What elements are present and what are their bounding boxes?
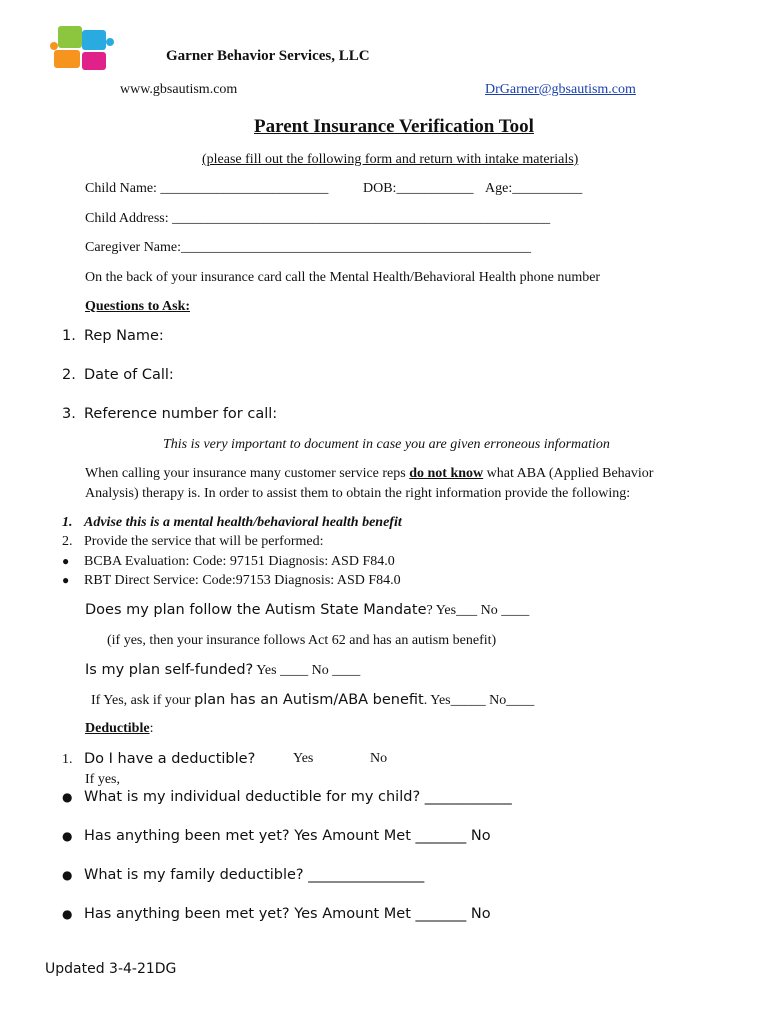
important-note: This is very important to document in case you are given erroneous information xyxy=(163,437,610,452)
service-item: ● BCBA Evaluation: Code: 97151 Diagnosis: ASD F84.0 xyxy=(62,554,395,569)
email-link[interactable]: DrGarner@gbsautism.com xyxy=(485,82,636,97)
child-name-field[interactable]: Child Name: ________________________ xyxy=(85,181,329,196)
if-yes-label: If yes, xyxy=(85,772,120,787)
deductible-heading: Deductible: xyxy=(85,721,154,736)
advise-item: 1. Advise this is a mental health/behavioral health benefit xyxy=(62,515,402,530)
deductible-no: No xyxy=(370,751,388,766)
mandate-note: (if yes, then your insurance follows Act 62 and has an autism benefit) xyxy=(107,633,497,648)
website-text: www.gbsautism.com xyxy=(120,82,238,97)
deductible-bullet: ● Has anything been met yet? Yes Amount Met _______ No xyxy=(62,828,491,844)
question-item: 2. Date of Call: xyxy=(62,367,174,383)
deductible-yes: Yes xyxy=(293,751,314,766)
company-logo xyxy=(50,24,116,76)
child-address-field[interactable]: Child Address: ______________________________________________________ xyxy=(85,211,551,226)
if-yes-benefit-question: If Yes, ask if your plan has an Autism/ABA benefit. Yes_____ No____ xyxy=(91,692,535,708)
calling-paragraph-line-2: Analysis) therapy is. In order to assist them to obtain the right information provide the following: xyxy=(85,486,631,501)
question-item: 3. Reference number for call: xyxy=(62,406,278,422)
deductible-bullet: ● Has anything been met yet? Yes Amount Met _______ No xyxy=(62,906,491,922)
service-item: ● RBT Direct Service: Code:97153 Diagnosis: ASD F84.0 xyxy=(62,573,401,588)
advise-item: 2. Provide the service that will be performed: xyxy=(62,534,324,549)
self-funded-question: Is my plan self-funded? Yes ____ No ____ xyxy=(85,662,361,678)
page-title: Parent Insurance Verification Tool xyxy=(254,116,534,137)
dob-field[interactable]: DOB:___________ xyxy=(363,181,474,196)
company-name: Garner Behavior Services, LLC xyxy=(166,48,370,64)
questions-heading: Questions to Ask: xyxy=(85,299,191,314)
calling-paragraph-line-1: When calling your insurance many customer service reps do not know what ABA (Applied Behavior xyxy=(85,466,654,481)
mandate-question: Does my plan follow the Autism State Mandate? Yes___ No ____ xyxy=(85,602,530,618)
age-field[interactable]: Age:__________ xyxy=(485,181,583,196)
instruction-text: On the back of your insurance card call the Mental Health/Behavioral Health phone number xyxy=(85,270,601,285)
question-item: 1. Rep Name: xyxy=(62,328,164,344)
deductible-bullet: ● What is my family deductible? ________________ xyxy=(62,867,425,883)
footer-updated: Updated 3-4-21DG xyxy=(45,961,177,977)
caregiver-name-field[interactable]: Caregiver Name:__________________________________________________ xyxy=(85,240,532,255)
deductible-bullet: ● What is my individual deductible for my child? ____________ xyxy=(62,789,512,805)
deductible-question: 1. Do I have a deductible? xyxy=(62,751,256,767)
form-subtitle: (please fill out the following form and return with intake materials) xyxy=(202,152,579,167)
